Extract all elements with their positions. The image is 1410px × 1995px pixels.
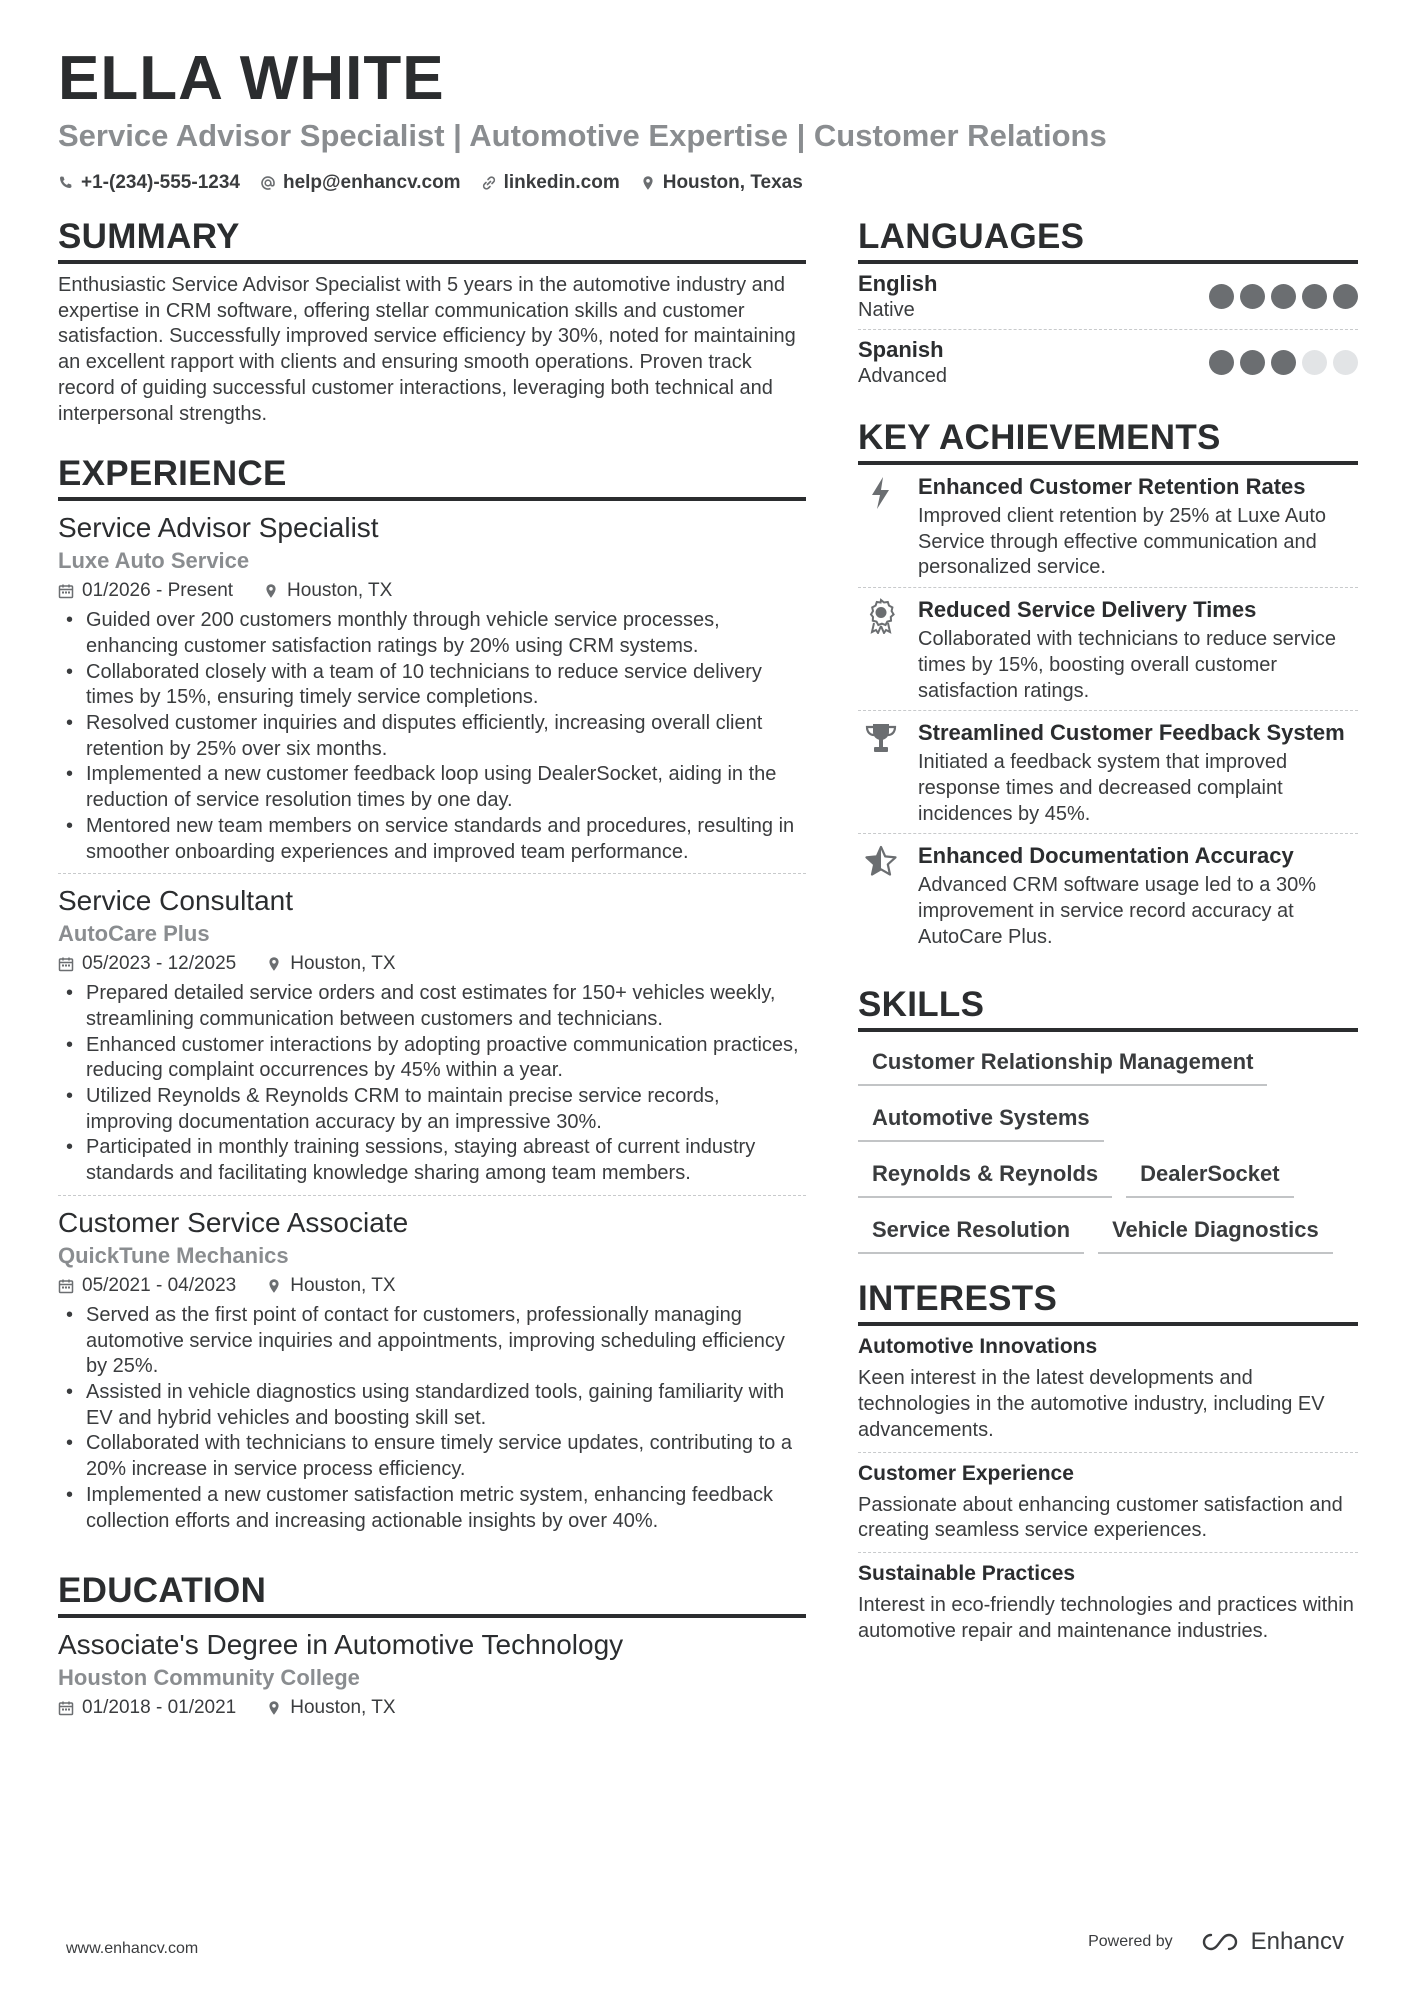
job-bullet: • Assisted in vehicle diagnostics using standardized tools, gaining familiarity with EV and hybrid vehicles and boosting skill set.	[58, 1380, 806, 1431]
contact-linkedin[interactable]	[481, 172, 620, 194]
job-dates	[58, 951, 236, 977]
achievement-item	[858, 711, 1358, 834]
rating-dot-filled	[1271, 284, 1296, 309]
job-bullet: • Enhanced customer interactions by adopting proactive communication practices, reducing complaint occurrences by 45% within a year.	[58, 1033, 806, 1084]
language-info	[858, 270, 937, 323]
achievement-icon-wrap	[858, 719, 918, 827]
language-rating	[1209, 284, 1358, 309]
job-bullets	[58, 608, 806, 865]
skills-list	[858, 1042, 1358, 1254]
job-bullet: • Guided over 200 customers monthly through vehicle service processes, enhancing customer satisfaction ratings by 20% using CRM systems.	[58, 608, 806, 659]
achievement-title: Streamlined Customer Feedback System	[918, 720, 1345, 746]
brand-name: Enhancv	[1250, 1928, 1344, 1955]
language-name: English	[858, 271, 938, 296]
school-name: Houston Community College	[58, 1665, 360, 1691]
footer-branding	[1088, 1928, 1344, 1956]
achievement-item	[858, 465, 1358, 588]
job-dates-text: 05/2021 - 04/2023	[82, 1274, 237, 1296]
interest-desc: Keen interest in the latest developments and technologies in the automotive industry, including EV advancements.	[858, 1367, 1325, 1441]
job-location-text: Houston, TX	[290, 953, 396, 975]
achievement-desc: Improved client retention by 25% at Luxe Auto Service through effective communication and personalized service.	[918, 505, 1327, 579]
job-dates	[58, 1273, 236, 1299]
rating-dot-filled	[1240, 350, 1265, 375]
location-pin-icon	[266, 956, 282, 972]
language-item	[858, 330, 1358, 395]
powered-by-text: Powered by	[1088, 1933, 1173, 1950]
trophy-icon	[864, 721, 898, 757]
job-location	[266, 951, 395, 977]
skill-tag: Customer Relationship Management	[858, 1042, 1267, 1086]
job-bullet: • Collaborated closely with a team of 10 technicians to reduce service delivery times by 15%, ensuring timely service completions.	[58, 660, 806, 711]
phone-text: +1-(234)-555-1234	[81, 172, 240, 193]
experience-section	[58, 453, 806, 1542]
achievements-title: KEY ACHIEVEMENTS	[858, 417, 1358, 465]
achievement-body	[918, 842, 1358, 950]
job-bullet: • Implemented a new customer feedback loop using DealerSocket, aiding in the reduction of service resolution times by one day.	[58, 762, 806, 813]
interest-title: Sustainable Practices	[858, 1561, 1076, 1585]
calendar-icon	[58, 1278, 74, 1294]
summary-section	[58, 216, 806, 427]
job-dates-text: 01/2026 - Present	[82, 580, 234, 602]
education-dates-text: 01/2018 - 01/2021	[82, 1697, 237, 1719]
company-name: QuickTune Mechanics	[58, 1242, 289, 1268]
achievement-item	[858, 588, 1358, 711]
interest-title: Customer Experience	[858, 1461, 1074, 1485]
calendar-icon	[58, 956, 74, 972]
skill-tag: Automotive Systems	[858, 1098, 1104, 1142]
degree-title: Associate's Degree in Automotive Technology	[58, 1629, 624, 1661]
skills-title: SKILLS	[858, 984, 1358, 1032]
rating-dot-filled	[1209, 284, 1234, 309]
job-title: Service Advisor Specialist	[58, 512, 379, 544]
star-icon	[864, 844, 898, 880]
education-title: EDUCATION	[58, 1570, 806, 1618]
interest-item	[858, 1453, 1358, 1553]
contact-bar	[58, 170, 803, 196]
interest-item	[858, 1553, 1358, 1652]
education-item	[58, 1618, 806, 1729]
interest-title: Automotive Innovations	[858, 1335, 1098, 1359]
achievement-desc: Initiated a feedback system that improved response times and decreased complaint incidences by 45%.	[918, 751, 1288, 825]
experience-item	[58, 874, 806, 1196]
location-pin-icon	[640, 175, 656, 191]
job-bullets	[58, 1303, 806, 1534]
job-bullet: • Resolved customer inquiries and disputes efficiently, increasing overall client retention by 25% over six months.	[58, 711, 806, 762]
achievement-icon-wrap	[858, 842, 918, 950]
rating-dot-empty	[1333, 350, 1358, 375]
interest-desc: Interest in eco-friendly technologies and practices within automotive repair and maintenance industries.	[858, 1593, 1354, 1642]
contact-location	[640, 172, 803, 194]
job-bullet: • Mentored new team members on service standards and procedures, resulting in smoother onboarding experiences and improved team performance.	[58, 814, 806, 865]
phone-icon	[58, 175, 74, 191]
candidate-name: ELLA WHITE	[58, 44, 445, 113]
achievement-body	[918, 473, 1358, 581]
job-title: Service Consultant	[58, 885, 294, 917]
right-column	[858, 216, 1358, 1652]
brand-logo[interactable]	[1197, 1928, 1344, 1956]
contact-email[interactable]	[260, 172, 461, 194]
job-title: Customer Service Associate	[58, 1206, 409, 1238]
at-icon	[260, 175, 276, 191]
education-location	[266, 1695, 395, 1721]
achievement-item	[858, 834, 1358, 956]
rating-dot-filled	[1209, 350, 1234, 375]
experience-title: EXPERIENCE	[58, 453, 806, 501]
rating-dot-filled	[1333, 284, 1358, 309]
location-pin-icon	[266, 1278, 282, 1294]
achievement-icon-wrap	[858, 473, 918, 581]
education-location-text: Houston, TX	[290, 1697, 396, 1719]
job-bullet: • Collaborated with technicians to ensure timely service updates, contributing to a 20% increase in service process efficiency.	[58, 1431, 806, 1482]
job-dates-text: 05/2023 - 12/2025	[82, 953, 237, 975]
skill-tag: DealerSocket	[1126, 1154, 1293, 1198]
languages-section	[858, 216, 1358, 395]
footer-website-link[interactable]: www.enhancv.com	[66, 1940, 199, 1957]
achievement-title: Enhanced Customer Retention Rates	[918, 474, 1306, 499]
email-text: help@enhancv.com	[282, 172, 461, 193]
language-info	[858, 336, 947, 389]
location-pin-icon	[263, 583, 279, 599]
achievement-title: Enhanced Documentation Accuracy	[918, 843, 1294, 869]
job-dates	[58, 578, 233, 604]
rating-dot-filled	[1271, 350, 1296, 375]
rating-dot-filled	[1240, 284, 1265, 309]
calendar-icon	[58, 1700, 74, 1716]
achievement-desc: Collaborated with technicians to reduce service times by 15%, boosting overall customer satisfaction ratings.	[918, 628, 1336, 702]
experience-item	[58, 501, 806, 874]
achievement-title: Reduced Service Delivery Times	[918, 597, 1257, 623]
left-column	[58, 216, 806, 1729]
interests-section	[858, 1278, 1358, 1652]
rating-dot-empty	[1302, 350, 1327, 375]
job-location-text: Houston, TX	[290, 1274, 396, 1296]
summary-text: Enthusiastic Service Advisor Specialist with 5 years in the automotive industry and expertise in CRM software, offering stellar communication skills and customer satisfaction. Successfully improved service efficiency by 30%, noted for maintaining an excellent rapport with clients and ensuring smooth operations. Proven track record of guiding successful customer interactions, leveraging both technical and interpersonal strengths.	[58, 274, 796, 425]
lightning-icon	[864, 475, 898, 511]
job-location	[263, 578, 392, 604]
job-bullet: • Served as the first point of contact for customers, professionally managing automotive service inquiries and appointments, improving scheduling efficiency by 25%.	[58, 1303, 806, 1380]
achievement-icon-wrap	[858, 596, 918, 704]
enhancv-logo-icon	[1197, 1930, 1243, 1954]
language-item	[858, 264, 1358, 330]
candidate-headline: Service Advisor Specialist | Automotive Expertise | Customer Relations	[58, 118, 1107, 153]
language-level: Native	[858, 299, 915, 321]
job-location	[266, 1273, 395, 1299]
language-rating	[1209, 350, 1358, 375]
language-level: Advanced	[858, 365, 947, 387]
job-bullets	[58, 981, 806, 1187]
link-icon	[481, 175, 497, 191]
medal-icon	[864, 598, 898, 634]
experience-item	[58, 1196, 806, 1542]
job-bullet: • Participated in monthly training sessions, staying abreast of current industry standards and facilitating knowledge sharing among team members.	[58, 1135, 806, 1186]
company-name: Luxe Auto Service	[58, 548, 250, 574]
location-text: Houston, Texas	[662, 172, 803, 193]
achievement-desc: Advanced CRM software usage led to a 30% improvement in service record accuracy at AutoCare Plus.	[918, 874, 1316, 948]
calendar-icon	[58, 583, 74, 599]
skill-tag: Service Resolution	[858, 1210, 1084, 1254]
interest-item	[858, 1326, 1358, 1452]
rating-dot-filled	[1302, 284, 1327, 309]
education-meta	[58, 1695, 806, 1721]
skills-section	[858, 984, 1358, 1254]
job-bullet: • Implemented a new customer satisfaction metric system, enhancing feedback collection efforts and increasing actionable insights by over 40%.	[58, 1483, 806, 1534]
contact-phone[interactable]	[58, 172, 240, 194]
achievement-body	[918, 719, 1358, 827]
job-meta	[58, 951, 806, 977]
skill-tag: Reynolds & Reynolds	[858, 1154, 1112, 1198]
education-dates	[58, 1695, 236, 1721]
languages-title: LANGUAGES	[858, 216, 1358, 264]
job-meta	[58, 578, 806, 604]
language-name: Spanish	[858, 337, 944, 362]
job-bullet: • Prepared detailed service orders and cost estimates for 150+ vehicles weekly, streamlining communication between customers and technicians.	[58, 981, 806, 1032]
achievements-section	[858, 417, 1358, 956]
skill-tag: Vehicle Diagnostics	[1098, 1210, 1333, 1254]
job-bullet: • Utilized Reynolds & Reynolds CRM to maintain precise service records, improving documentation accuracy by an impressive 30%.	[58, 1084, 806, 1135]
linkedin-text: linkedin.com	[503, 172, 620, 193]
job-meta	[58, 1273, 806, 1299]
interest-desc: Passionate about enhancing customer satisfaction and creating seamless service experiences.	[858, 1493, 1343, 1542]
achievement-body	[918, 596, 1358, 704]
interests-title: INTERESTS	[858, 1278, 1358, 1326]
job-location-text: Houston, TX	[287, 580, 393, 602]
education-section	[58, 1570, 806, 1729]
summary-title: SUMMARY	[58, 216, 806, 264]
company-name: AutoCare Plus	[58, 921, 210, 947]
location-pin-icon	[266, 1700, 282, 1716]
